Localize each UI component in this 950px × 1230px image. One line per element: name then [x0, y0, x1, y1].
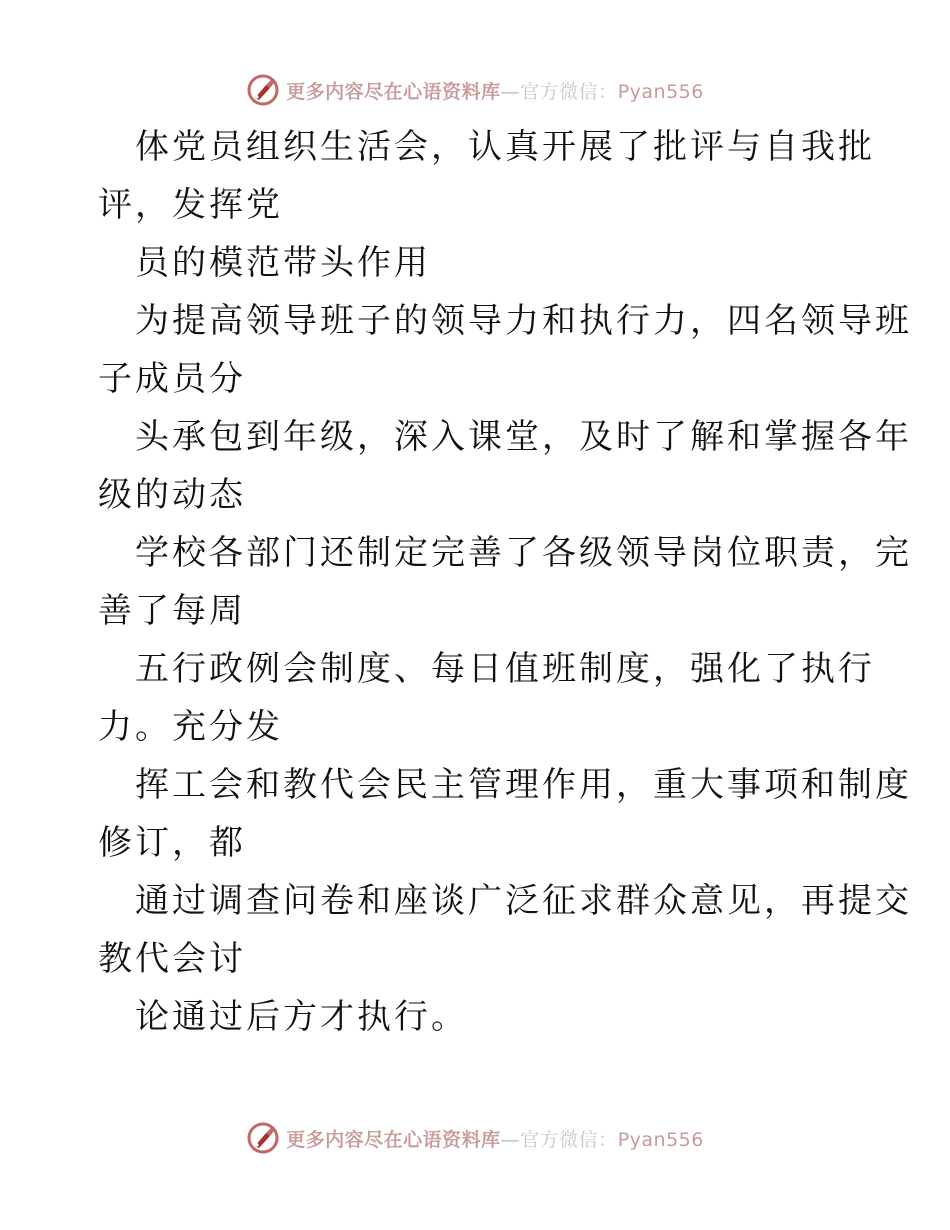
pen-circle-logo-icon: [246, 1121, 280, 1155]
document-body: [98, 118, 912, 1046]
text-line: 评，发挥党: [98, 185, 283, 225]
text-line: 挥工会和教代会民主管理作用，重大事项和制度: [135, 765, 912, 805]
text-line: 员的模范带头作用: [135, 243, 431, 283]
text-line: 学校各部门还制定完善了各级领导岗位职责，完: [135, 533, 912, 573]
text-line: 为提高领导班子的领导力和执行力，四名领导班: [135, 301, 912, 341]
text-line: 头承包到年级，深入课堂，及时了解和掌握各年: [135, 417, 912, 457]
text-line: 子成员分: [98, 359, 246, 399]
pen-circle-logo-icon: [246, 73, 280, 107]
banner-text: 更多内容尽在心语资料库—官方微信：Pyan556: [286, 1128, 704, 1151]
text-line: 善了每周: [98, 591, 246, 631]
footer-banner: [0, 1121, 950, 1155]
text-line: 体党员组织生活会，认真开展了批评与自我批: [135, 127, 875, 167]
text-line: 论通过后方才执行。: [135, 997, 468, 1037]
text-line: 级的动态: [98, 475, 246, 515]
text-line: 修订，都: [98, 823, 246, 863]
text-line: 通过调查问卷和座谈广泛征求群众意见，再提交: [135, 881, 912, 921]
header-banner: [0, 73, 950, 107]
wechat-id: Pyan556: [617, 1128, 704, 1151]
text-line: 力。充分发: [98, 707, 283, 747]
text-line: 教代会讨: [98, 939, 246, 979]
text-line: 五行政例会制度、每日值班制度，强化了执行: [135, 649, 875, 689]
banner-text: 更多内容尽在心语资料库—官方微信：Pyan556: [286, 80, 704, 103]
wechat-id: Pyan556: [617, 80, 704, 103]
